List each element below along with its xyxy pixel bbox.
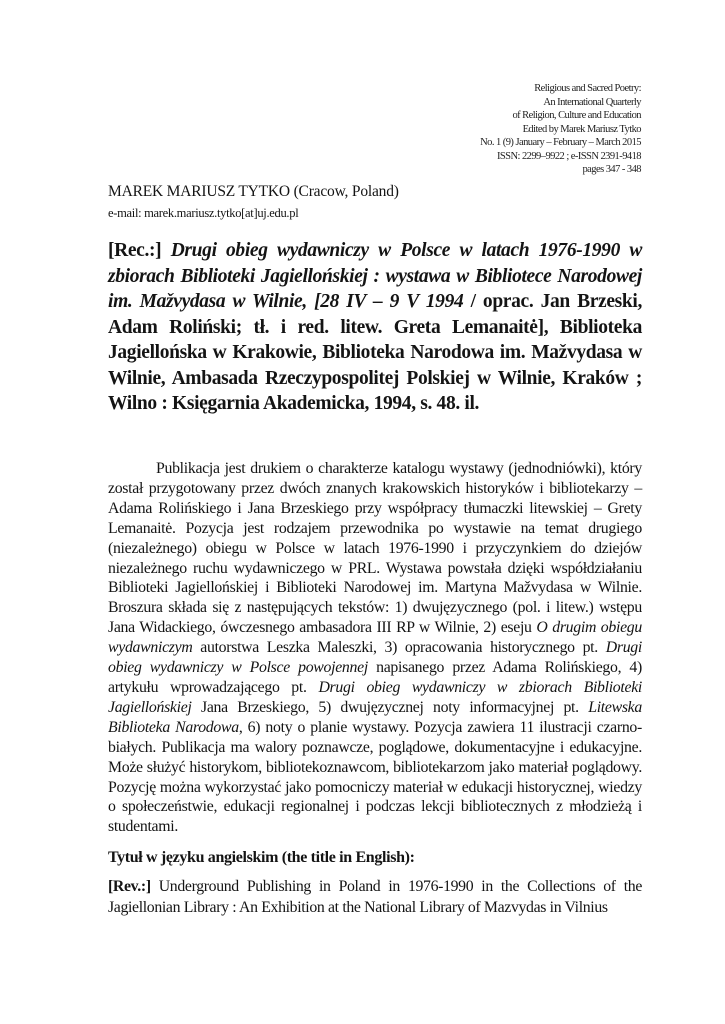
journal-header [480, 82, 641, 177]
review-body [108, 459, 642, 837]
review-title [108, 238, 642, 417]
english-title-text: Underground Publishing in Poland in 1976-1990 in the Collections of the Jagiellonian Library : An Exhibition at the National Library of Mazvydas in Vilnius [108, 878, 642, 916]
author-email: e-mail: marek.mariusz.tytko[at]uj.edu.pl [108, 206, 299, 220]
title-italic: Drugi obieg wydawniczy w Polsce w latach 1976-1990 w zbiorach Biblioteki Jagiellońskiej : wystawa w Bibliotece Narodowej im. Mažvydasa w Wilnie, [28 IV – 9 V 1994 [108, 240, 642, 312]
body-text-1: Publikacja jest drukiem o charakterze katalogu wystawy (jednodniówki), który został przygotowany przez dwóch znanych krakowskich historyków i bibliotekarzy – Adama Rolińskiego i Jana Brzeskiego przy współpracy tłumaczki litewskiej – Grety Lemanaitė. Pozycja jest rodzajem przewodnika po wystawie na temat drugiego (niezależnego) obiegu w Polsce w latach 1976-1990 i przyczynkiem do dziejów niezależnego ruchu wydawniczego w PRL. Wystawa powstała dzięki współdziałaniu Biblioteki Jagiellońskiej i Biblioteki Narodowej im. Martyna Mažvydasa w Wilnie. Broszura składa się z następujących tekstów: 1) dwujęzycznego (pol. i litew.) wstępu Jana Widackiego, ówczesnego ambasadora III RP w Wilnie, 2) eseju [108, 460, 642, 637]
journal-line: Edited by Marek Mariusz Tytko [522, 123, 641, 135]
journal-line: pages 347 - 348 [582, 164, 641, 175]
author-name: MAREK MARIUSZ TYTKO (Cracow, Poland) [108, 183, 399, 200]
journal-line: Religious and Sacred Poetry: [534, 83, 641, 94]
journal-line: ISSN: 2299–9922 ; e-ISSN 2391-9418 [496, 150, 641, 162]
body-italic-4: Litewska Biblioteka Narodowa [108, 698, 642, 736]
english-title-prefix: [Rev.:] [108, 878, 151, 895]
english-title [108, 877, 642, 918]
journal-line: No. 1 (9) January – February – March 2015 [480, 137, 641, 148]
body-italic-2: Drugi obieg wydawniczy w Polsce powojennej [108, 639, 642, 677]
body-text-2: autorstwa Leszka Maleszki, 3) opracowania historycznego pt. [200, 639, 598, 657]
body-text-3: napisanego przez Adama Rolińskiego, 4) artykułu wprowadzającego pt. [108, 659, 642, 696]
title-prefix: [Rec.:] [108, 240, 162, 261]
english-title-heading: Tytuł w języku angielskim (the title in English): [108, 849, 415, 866]
title-rest: / oprac. Jan Brzeski, Adam Roliński; tł. i red. litew. Greta Lemanaitė], Biblioteka Jagiellońska w Krakowie, Biblioteka Narodowa im. Mažvydasa w Wilnie, Ambasada Rzeczypospolitej Polskiej w Wilnie, Kraków ; Wilno : Księgarnia Akademicka, 1994, s. 48. il. [108, 291, 642, 414]
journal-line: of Religion, Culture and Education [512, 110, 641, 121]
body-italic-3: Drugi obieg wydawniczy w zbiorach Biblioteki Jagiellońskiej [108, 678, 643, 716]
journal-line: An International Quarterly [543, 96, 641, 108]
body-text-4: Jana Brzeskiego, 5) dwujęzycznej noty informacyjnej pt. [200, 698, 579, 716]
body-text-5: , 6) noty o planie wystawy. Pozycja zawiera 11 ilustracji czarno-białych. Publikacja ma walory poznawcze, poglądowe, dokumentacyjne i edukacyjne. Może służyć historykom, bibliotekoznawcom, bibliotekarzom jako materiał poglądowy. Pozycję można wykorzystać jako pomocniczy materiał w edukacji historycznej, wiedzy o społeczeństwie, edukacji regionalnej i podczas lekcji bibliotecznych z młodzieżą i studentami. [108, 718, 642, 836]
body-italic-1: O drugim obiegu wydawniczym [108, 619, 642, 657]
